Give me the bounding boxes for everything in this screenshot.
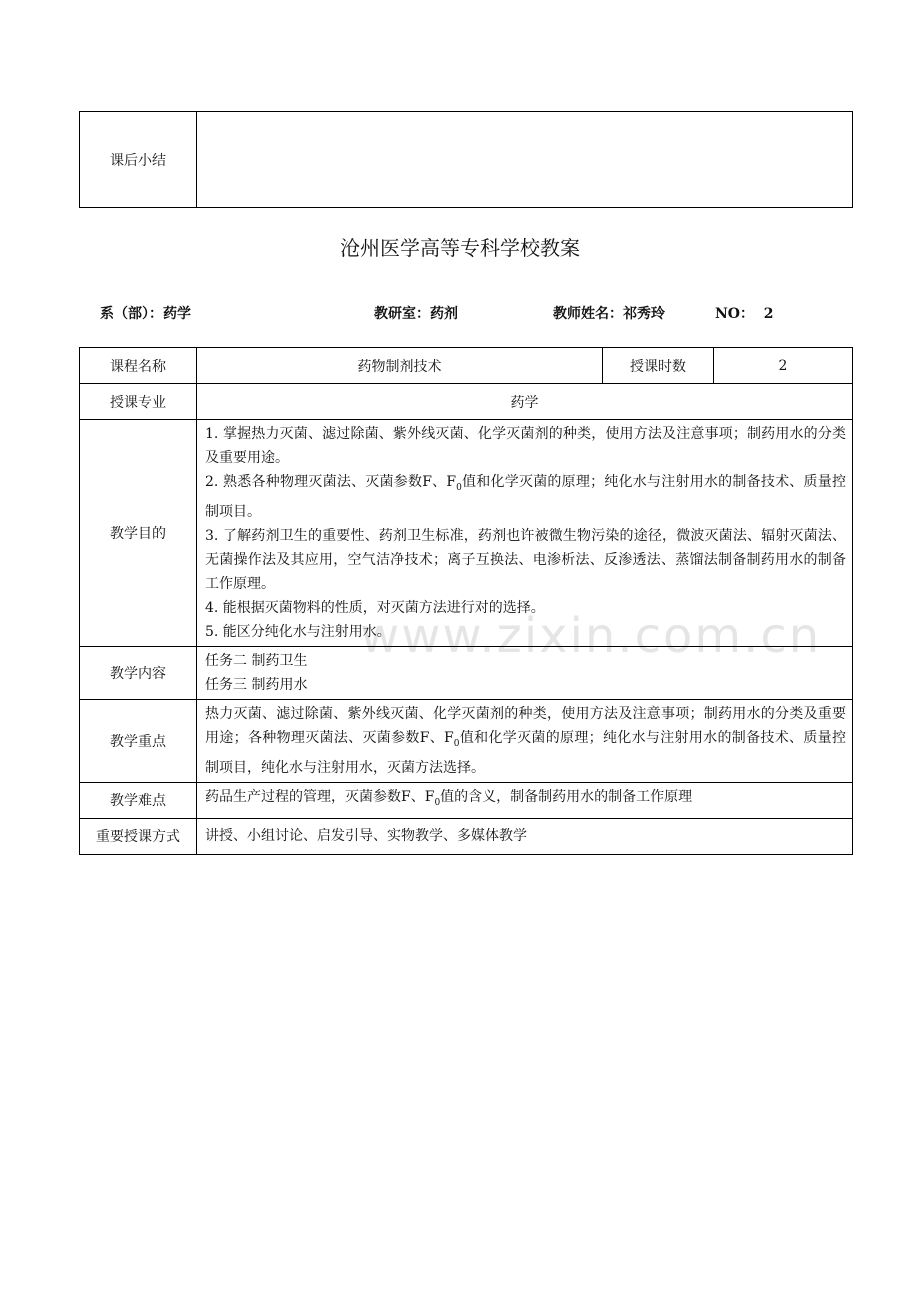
summary-content — [197, 112, 853, 208]
content-label: 教学内容 — [80, 646, 197, 699]
goal-item: 3. 了解药剂卫生的重要性、药剂卫生标准，药剂也许被微生物污染的途径，微波灭菌法、辐射灭菌法、无菌操作法及其应用，空气洁净技术；离子互换法、电渗析法、反渗透法、蒸馏法制备制药用水的制备工作原理。 — [205, 527, 846, 592]
key-points-label: 教学重点 — [80, 699, 197, 782]
method-value: 讲授、小组讨论、启发引导、实物教学、多媒体教学 — [197, 818, 853, 854]
key-points-value: 热力灭菌、滤过除菌、紫外线灭菌、化学灭菌剂的种类，使用方法及注意事项；制药用水的分类及重要用途；各种物理灭菌法、灭菌参数F、$F_0$值和化学灭菌的原理；纯化水与注射用水的制备技术、质量控制项目，纯化水与注射用水，灭菌方法选择。 — [197, 699, 853, 782]
page-title: 沧州医学高等专科学校教案 — [340, 236, 580, 260]
course-value: 药物制剂技术 — [197, 348, 603, 384]
summary-label: 课后小结 — [80, 112, 197, 208]
content-item: 任务三 制药用水 — [205, 676, 308, 693]
difficulty-label: 教学难点 — [80, 782, 197, 818]
room-field: 教研室：药剂 — [374, 306, 458, 322]
summary-table — [79, 111, 853, 208]
dept-field: 系（部）：药学 — [100, 306, 191, 322]
goals-label: 教学目的 — [80, 420, 197, 647]
number-field: NO： 2 — [715, 306, 774, 322]
goal-item: 4. 能根据灭菌物料的性质，对灭菌方法进行对的选择。 — [205, 599, 545, 616]
goal-item: 5. 能区分纯化水与注射用水。 — [205, 623, 391, 640]
goal-item: 2. 熟悉各种物理灭菌法、灭菌参数F、$F_0$值和化学灭菌的原理；纯化水与注射用水的制备技术、质量控制项目。 — [205, 474, 846, 520]
teacher-field: 教师姓名：祁秀玲 — [553, 306, 665, 322]
method-label: 重要授课方式 — [80, 818, 197, 854]
content-item: 任务二 制药卫生 — [205, 652, 308, 669]
hours-value: 2 — [714, 348, 853, 384]
difficulty-value: 药品生产过程的管理，灭菌参数F、$F_0$值的含义，制备制药用水的制备工作原理 — [197, 782, 853, 818]
goal-item: 1. 掌握热力灭菌、滤过除菌、紫外线灭菌、化学灭菌剂的种类，使用方法及注意事项；制药用水的分类及重要用途。 — [205, 426, 846, 466]
major-value: 药学 — [197, 384, 853, 420]
watermark: www.zixin.com.cn — [360, 608, 822, 664]
course-label: 课程名称 — [80, 348, 197, 384]
major-label: 授课专业 — [80, 384, 197, 420]
hours-label: 授课时数 — [603, 348, 714, 384]
lesson-plan-table — [79, 347, 853, 855]
